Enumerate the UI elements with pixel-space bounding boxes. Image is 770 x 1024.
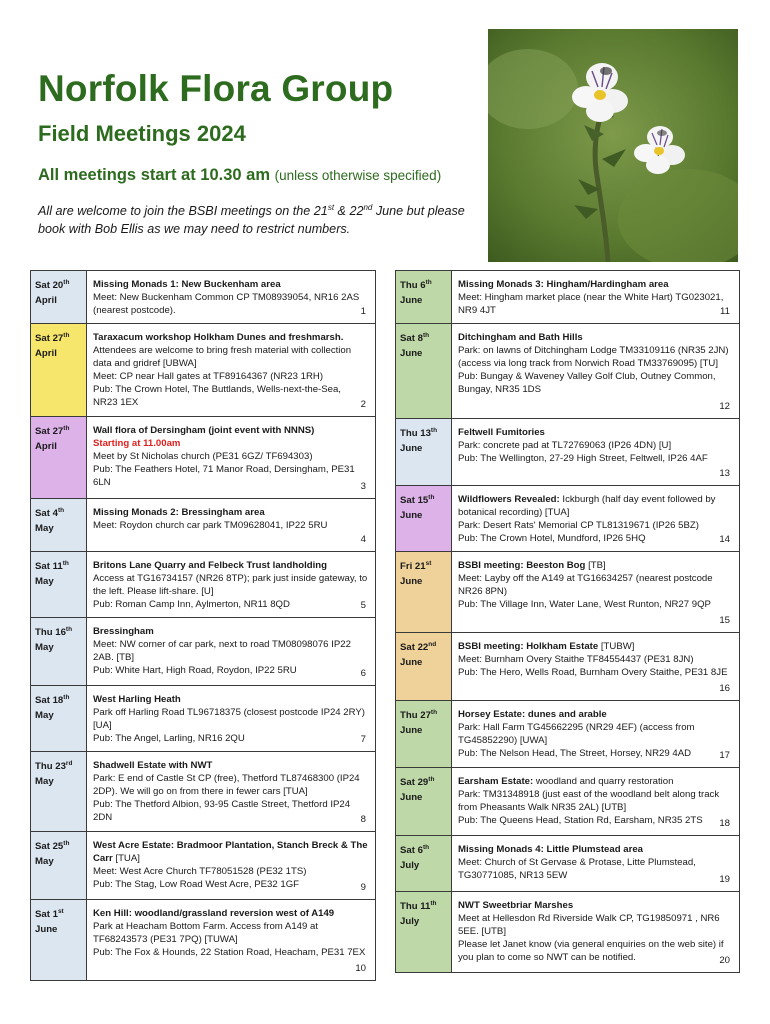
welcome-text-1: All are welcome to join the BSBI meetings on the 21 <box>38 204 328 219</box>
meeting-title: Ditchingham and Bath Hills <box>458 332 583 343</box>
welcome-sup-2: nd <box>363 203 373 212</box>
meeting-title: West Acre Estate: Bradmoor Plantation, Stanch Breck & The Carr <box>93 840 368 865</box>
meetings-table-left <box>30 270 376 981</box>
welcome-text-3: June but please book with Bob Ellis as we may need to restrict numbers. <box>38 204 465 237</box>
meeting-details: Feltwell Fumitories Park: concrete pad at TL72769063 (IP26 4DN) [U] Pub: The Wellington, 27-29 High Street, Feltwell, IP26 4AF 13 <box>452 419 740 486</box>
start-time <box>38 166 441 185</box>
meeting-number: 10 <box>355 962 366 974</box>
meeting-title: Missing Monads 2: Bressingham area <box>93 507 265 518</box>
meeting-title: Wildflowers Revealed: <box>458 494 560 505</box>
meeting-number: 2 <box>360 398 366 410</box>
meeting-date: Thu 13th June <box>396 419 452 486</box>
meeting-date: Sat 22nd June <box>396 633 452 701</box>
meeting-title: Shadwell Estate with NWT <box>93 760 213 771</box>
meeting-title: BSBI meeting: Holkham Estate <box>458 641 599 652</box>
meeting-details: Missing Monads 2: Bressingham area Meet: Roydon church car park TM09628041, IP22 5RU 4 <box>87 499 376 552</box>
meeting-title: Missing Monads 3: Hingham/Hardingham area <box>458 279 669 290</box>
meeting-date: Sat 27th April <box>31 417 87 499</box>
page-title: Norfolk Flora Group <box>38 68 394 109</box>
welcome-sup-1: st <box>327 203 335 212</box>
meeting-title: Ken Hill: woodland/grassland reversion west of A149 <box>93 908 335 919</box>
meeting-date: Sat 25th May <box>31 832 87 900</box>
meeting-details: Bressingham Meet: NW corner of car park, next to road TM08098076 IP22 2AB. [TB] Pub: White Hart, High Road, Roydon, IP22 5RU 6 <box>87 618 376 686</box>
welcome-note <box>38 199 478 238</box>
meeting-date: Thu 16th May <box>31 618 87 686</box>
meeting-date: Thu 27th June <box>396 701 452 768</box>
meeting-details: BSBI meeting: Holkham Estate [TUBW] Meet: Burnham Overy Staithe TF84554437 (PE31 8JN) Pub: The Hero, Wells Road, Burnham Overy Staithe, PE31 8JE 16 <box>452 633 740 701</box>
meeting-title: Horsey Estate: dunes and arable <box>458 709 607 720</box>
meeting-details: BSBI meeting: Beeston Bog [TB] Meet: Layby off the A149 at TG16634257 (nearest postcode NR26 8PN) Pub: The Village Inn, Water Lane, West Runton, NR27 9QP 15 <box>452 552 740 633</box>
meetings-table-right <box>395 270 740 973</box>
meeting-number: 16 <box>719 682 730 694</box>
meeting-title: Britons Lane Quarry and Felbeck Trust landholding <box>93 560 328 571</box>
meeting-details: Missing Monads 3: Hingham/Hardingham area Meet: Hingham market place (near the White Hart) TG023021, NR9 4JT 11 <box>452 271 740 324</box>
meeting-title: NWT Sweetbriar Marshes <box>458 900 574 911</box>
meeting-details: Britons Lane Quarry and Felbeck Trust landholding Access at TG16734157 (NR26 8TP); park just inside gateway, to the left. Please lift-share. [U] Pub: Roman Camp Inn, Aylmerton, NR11 8QD 5 <box>87 552 376 618</box>
meeting-title: BSBI meeting: Beeston Bog <box>458 560 586 571</box>
meeting-number: 13 <box>719 467 730 479</box>
meeting-number: 6 <box>360 667 366 679</box>
meeting-number: 14 <box>719 533 730 545</box>
meeting-details: West Acre Estate: Bradmoor Plantation, Stanch Breck & The Carr [TUA] Meet: West Acre Church TF78051528 (PE32 1TS) Pub: The Stag, Low Road West Acre, PE32 1GF 9 <box>87 832 376 900</box>
meeting-date: Sat 1st June <box>31 900 87 981</box>
meeting-date: Thu 11th July <box>396 892 452 973</box>
meeting-details: Earsham Estate: woodland and quarry restoration Park: TM31348918 (just east of the woodland belt along track from Pheasants Walk NR35 2AL) [UTB] Pub: The Queens Head, Station Rd, Earsham, NR35 2TS 18 <box>452 768 740 836</box>
page-subtitle: Field Meetings 2024 <box>38 121 246 146</box>
eyebright-flower-photo <box>488 29 738 262</box>
meeting-title: Missing Monads 4: Little Plumstead area <box>458 844 643 855</box>
meeting-title: Taraxacum workshop Holkham Dunes and freshmarsh. <box>93 332 344 343</box>
meeting-number: 1 <box>360 305 366 317</box>
meeting-date: Sat 27th April <box>31 324 87 417</box>
meeting-number: 5 <box>360 599 366 611</box>
meeting-number: 4 <box>360 533 366 545</box>
meeting-details: NWT Sweetbriar Marshes Meet at Hellesdon Rd Riverside Walk CP, TG19850971 , NR6 5EE. [UTB] Please let Janet know (via general enquiries on the web site) if you plan to come so NWT can be notified. 20 <box>452 892 740 973</box>
start-time-note: (unless otherwise specified) <box>274 168 442 183</box>
welcome-text-2: & 22 <box>334 204 364 219</box>
meeting-number: 17 <box>719 749 730 761</box>
meeting-title: Missing Monads 1: New Buckenham area <box>93 279 281 290</box>
meeting-date: Sat 8th June <box>396 324 452 419</box>
meeting-details: Missing Monads 4: Little Plumstead area Meet: Church of St Gervase & Protase, Litte Plumstead, TG30771085, NR13 5EW 19 <box>452 836 740 892</box>
meeting-details: Horsey Estate: dunes and arable Park: Hall Farm TG45662295 (NR29 4EF) (access from TG45852290) [UWA] Pub: The Nelson Head, The Street, Horsey, NR29 4AD 17 <box>452 701 740 768</box>
meeting-details: Wall flora of Dersingham (joint event with NNNS) Starting at 11.00am Meet by St Nicholas church (PE31 6GZ/ TF694303) Pub: The Feathers Hotel, 71 Manor Road, Dersingham, PE31 6LN 3 <box>87 417 376 499</box>
meeting-date: Sat 18th May <box>31 686 87 752</box>
meeting-number: 7 <box>360 733 366 745</box>
meeting-date: Thu 23rd May <box>31 752 87 832</box>
meeting-title: Bressingham <box>93 626 154 637</box>
meeting-details: Wildflowers Revealed: Ickburgh (half day event followed by botanical recording) [TUA] Park: Desert Rats' Memorial CP TL81319671 (IP26 5BZ) Pub: The Crown Hotel, Mundford, IP26 5HQ 14 <box>452 486 740 552</box>
meeting-date: Sat 20th April <box>31 271 87 324</box>
start-time-note-red: Starting at 11.00am <box>93 438 181 450</box>
meeting-number: 20 <box>719 954 730 966</box>
meeting-title: West Harling Heath <box>93 694 181 705</box>
meeting-details: Taraxacum workshop Holkham Dunes and freshmarsh. Attendees are welcome to bring fresh material with collection data and gridref [UBWA] Meet: CP near Hall gates at TF89164367 (NR23 1RH) Pub: The Crown Hotel, The Buttlands, Wells-next-the-Sea, NR23 1EX 2 <box>87 324 376 417</box>
meeting-details: Ken Hill: woodland/grassland reversion west of A149 Park at Heacham Bottom Farm. Access from A149 at TF68243573 (PE31 7PQ) [TUWA] Pub: The Fox & Hounds, 22 Station Road, Heacham, PE31 7EX 10 <box>87 900 376 981</box>
meeting-title: Earsham Estate: <box>458 776 534 787</box>
meeting-number: 3 <box>360 480 366 492</box>
meeting-number: 18 <box>719 817 730 829</box>
meeting-details: Ditchingham and Bath Hills Park: on lawns of Ditchingham Lodge TM33109116 (NR35 2JN) (access via long track from Norwich Road TM33769095) [TU] Pub: Bungay & Waveney Valley Golf Club, Outney Common, Bungay, NR35 1DS 12 <box>452 324 740 419</box>
meeting-details: West Harling Heath Park off Harling Road TL96718375 (closest postcode IP24 2RY) [UA] Pub: The Angel, Larling, NR16 2QU 7 <box>87 686 376 752</box>
meeting-date: Sat 6th July <box>396 836 452 892</box>
meeting-date: Sat 11th May <box>31 552 87 618</box>
meeting-details: Missing Monads 1: New Buckenham area Meet: New Buckenham Common CP TM08939054, NR16 2AS (nearest postcode). 1 <box>87 271 376 324</box>
meeting-date: Fri 21st June <box>396 552 452 633</box>
meeting-number: 9 <box>360 881 366 893</box>
meeting-title: Feltwell Fumitories <box>458 427 545 438</box>
meeting-number: 8 <box>360 813 366 825</box>
meeting-number: 19 <box>719 873 730 885</box>
meeting-date: Sat 29th June <box>396 768 452 836</box>
meeting-date: Sat 15th June <box>396 486 452 552</box>
meeting-number: 15 <box>719 614 730 626</box>
meeting-date: Sat 4th May <box>31 499 87 552</box>
meeting-title: Wall flora of Dersingham (joint event with NNNS) <box>93 425 315 436</box>
meeting-number: 12 <box>719 400 730 412</box>
meeting-number: 11 <box>720 305 730 317</box>
meeting-details: Shadwell Estate with NWT Park: E end of Castle St CP (free), Thetford TL87468300 (IP24 2DP). We will go on from there in fewer cars [TUA] Pub: The Thetford Albion, 93-95 Castle Street, Thetford IP24 2DN 8 <box>87 752 376 832</box>
start-time-main: All meetings start at 10.30 am <box>38 166 271 184</box>
meeting-date: Thu 6th June <box>396 271 452 324</box>
